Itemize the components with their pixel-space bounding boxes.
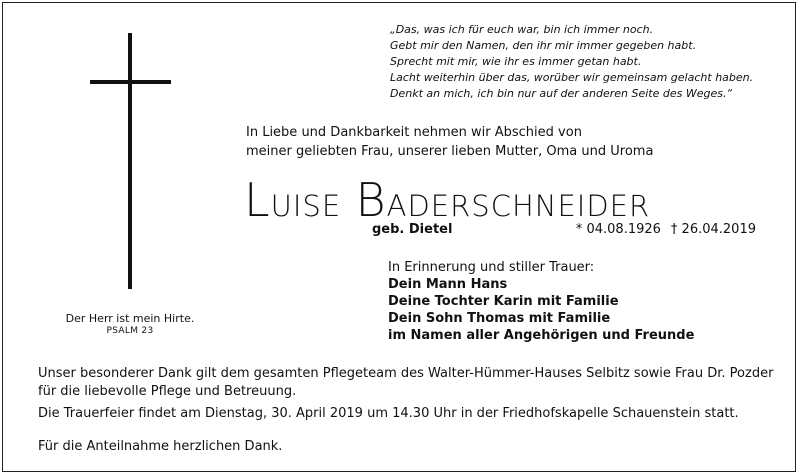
first-name-rest: uise [270,177,342,226]
birth-date: * 04.08.1926 [575,222,661,237]
mourner-line: Dein Sohn Thomas mit Familie [388,311,611,326]
last-name-initial: B [355,173,387,227]
thanks-line: Unser besonderer Dank gilt dem gesamten Pflegeteam des Walter-Hümmer-Hauses Selbitz sowie Frau Dr. Pozder [38,366,774,381]
first-name-initial: L [244,173,271,227]
intro-line: meiner geliebten Frau, unserer lieben Mutter, Oma und Uroma [246,144,654,159]
mourner-line: Dein Mann Hans [388,277,508,292]
deceased-name [244,175,764,227]
service-info: Die Trauerfeier findet am Dienstag, 30. April 2019 um 14.30 Uhr in der Friedhofskapelle Schauenstein statt. [38,406,739,421]
intro-line: In Liebe und Dankbarkeit nehmen wir Abschied von [246,125,582,140]
quote-line: „Das, was ich für euch war, bin ich immer noch. [390,23,654,36]
psalm-reference: PSALM 23 [106,326,154,336]
quote-line: Lacht weiterhin über das, worüber wir gemeinsam gelacht haben. [390,71,754,84]
mourners-block [388,259,694,344]
life-dates [540,222,756,237]
farewell-intro [246,123,653,161]
quote-line: Denkt an mich, ich bin nur auf der anderen Seite des Weges.“ [390,87,733,100]
mourner-line: Deine Tochter Karin mit Familie [388,294,619,309]
cross-icon-bar [90,80,171,84]
death-date: † 26.04.2019 [670,222,756,237]
mourners-intro: In Erinnerung und stiller Trauer: [388,260,595,275]
maiden-name: geb. Dietel [372,222,453,237]
quote-line: Gebt mir den Namen, den ihr mir immer gegeben habt. [390,39,697,52]
last-name-rest: aderschneider [386,177,651,226]
thanks-paragraph [38,365,778,401]
mourner-line: im Namen aller Angehörigen und Freunde [388,328,695,343]
thanks-line: für die liebevolle Pflege und Betreuung. [38,384,297,399]
quote-line: Sprecht mit mir, wie ihr es immer getan habt. [390,55,642,68]
poem-quote [390,22,790,102]
cross-icon [128,33,132,289]
psalm-text: Der Herr ist mein Hirte. [65,312,195,325]
closing-thanks: Für die Anteilnahme herzlichen Dank. [38,439,283,454]
